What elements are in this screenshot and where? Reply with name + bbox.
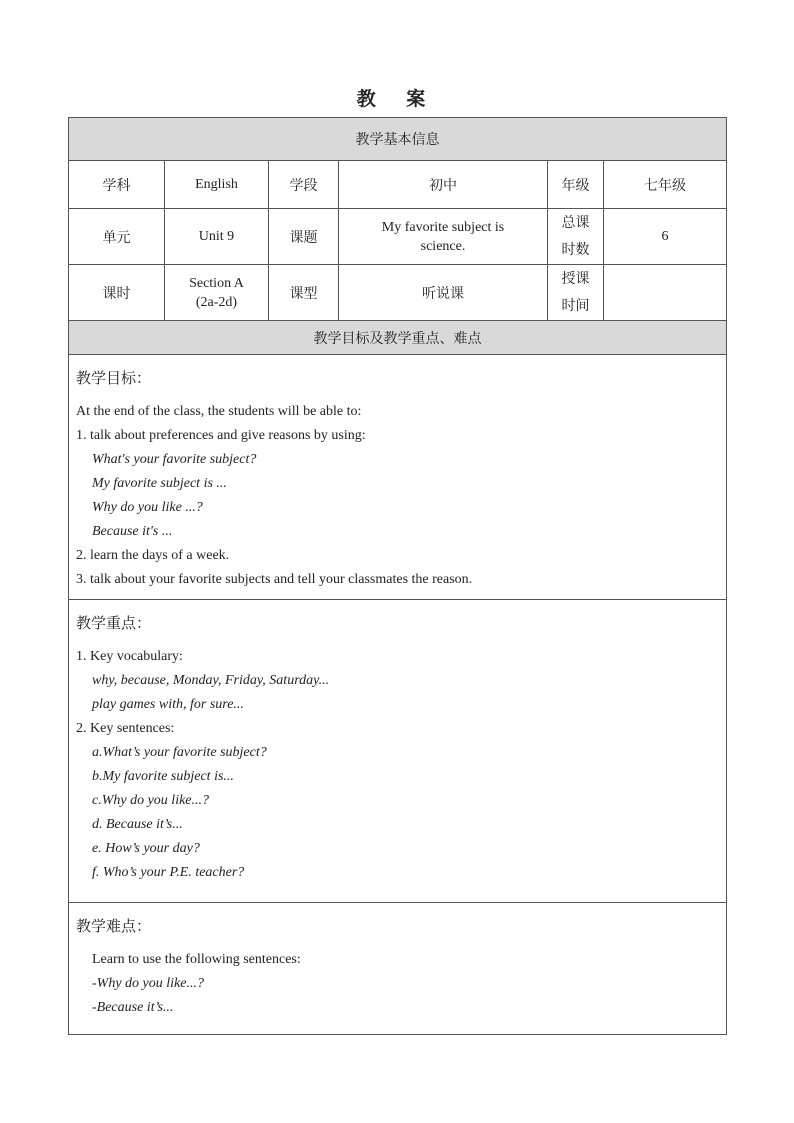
key-points-section — [69, 600, 727, 903]
difficulties-row — [69, 903, 727, 1035]
difficulties-section — [69, 903, 727, 1035]
key-sentences-label: 2. Key sentences: — [76, 721, 175, 736]
unit-value: Unit 9 — [165, 209, 269, 265]
example-sentence: Why do you like ...? — [92, 500, 203, 515]
period-line-1: Section A — [189, 275, 244, 291]
key-sentence: f. Who’s your P.E. teacher? — [92, 865, 245, 880]
key-sentence: e. How’s your day? — [92, 841, 200, 856]
objective-item-3: 3. talk about your favorite subjects and tell your classmates the reason. — [76, 572, 473, 587]
objectives-header: 教学目标及教学重点、难点 — [69, 321, 727, 355]
period-label: 课时 — [69, 265, 165, 321]
difficulties-intro: Learn to use the following sentences: — [92, 952, 301, 967]
key-points-heading: 教学重点： — [76, 614, 152, 632]
vocabulary-line: play games with, for sure... — [92, 697, 244, 712]
key-sentence: d. Because it’s... — [92, 817, 183, 832]
objectives-heading: 教学目标： — [76, 369, 152, 387]
example-sentence: What's your favorite subject? — [92, 452, 257, 467]
basic-info-header: 教学基本信息 — [69, 118, 727, 161]
class-time-value — [604, 265, 727, 321]
lesson-plan-table — [68, 117, 727, 1035]
basic-info-header-row — [69, 118, 727, 161]
difficult-sentence: -Why do you like...? — [92, 976, 204, 991]
objectives-header-row — [69, 321, 727, 355]
topic-value — [339, 209, 548, 265]
total-hours-value: 6 — [604, 209, 727, 265]
grade-label: 年级 — [548, 161, 604, 209]
topic-label: 课题 — [269, 209, 339, 265]
class-time-label — [548, 265, 604, 321]
example-sentence: Because it's ... — [92, 524, 173, 539]
vocabulary-line: why, because, Monday, Friday, Saturday... — [92, 673, 330, 688]
stage-label: 学段 — [269, 161, 339, 209]
objectives-row — [69, 355, 727, 600]
difficulties-heading: 教学难点： — [76, 917, 152, 935]
subject-label: 学科 — [69, 161, 165, 209]
key-sentence: c.Why do you like...? — [92, 793, 210, 808]
period-value — [165, 265, 269, 321]
grade-value: 七年级 — [604, 161, 727, 209]
lesson-type-value: 听说课 — [339, 265, 548, 321]
total-hours-label — [548, 209, 604, 265]
total-hours-label-1: 总课 — [561, 214, 590, 231]
info-row-2 — [69, 209, 727, 265]
topic-line-2: science. — [420, 238, 466, 254]
key-sentence: b.My favorite subject is... — [92, 769, 234, 784]
key-vocabulary-label: 1. Key vocabulary: — [76, 649, 183, 664]
topic-line-1: My favorite subject is — [381, 219, 505, 235]
unit-label: 单元 — [69, 209, 165, 265]
class-time-label-1: 授课 — [561, 270, 590, 287]
objectives-intro: At the end of the class, the students will be able to: — [76, 404, 362, 419]
objectives-section — [69, 355, 727, 600]
example-sentence: My favorite subject is ... — [92, 476, 227, 491]
key-points-row — [69, 600, 727, 903]
objective-item-2: 2. learn the days of a week. — [76, 548, 230, 563]
stage-value: 初中 — [339, 161, 548, 209]
subject-value: English — [165, 161, 269, 209]
total-hours-label-2: 时数 — [561, 241, 590, 258]
info-row-1 — [69, 161, 727, 209]
key-sentence: a.What’s your favorite subject? — [92, 745, 267, 760]
lesson-type-label: 课型 — [269, 265, 339, 321]
difficult-sentence: -Because it’s... — [92, 1000, 174, 1015]
info-row-3 — [69, 265, 727, 321]
document-title: 教 案 — [356, 88, 438, 110]
period-line-2: (2a-2d) — [195, 294, 238, 310]
class-time-label-2: 时间 — [561, 297, 590, 314]
objective-item-1: 1. talk about preferences and give reasons by using: — [76, 428, 366, 443]
